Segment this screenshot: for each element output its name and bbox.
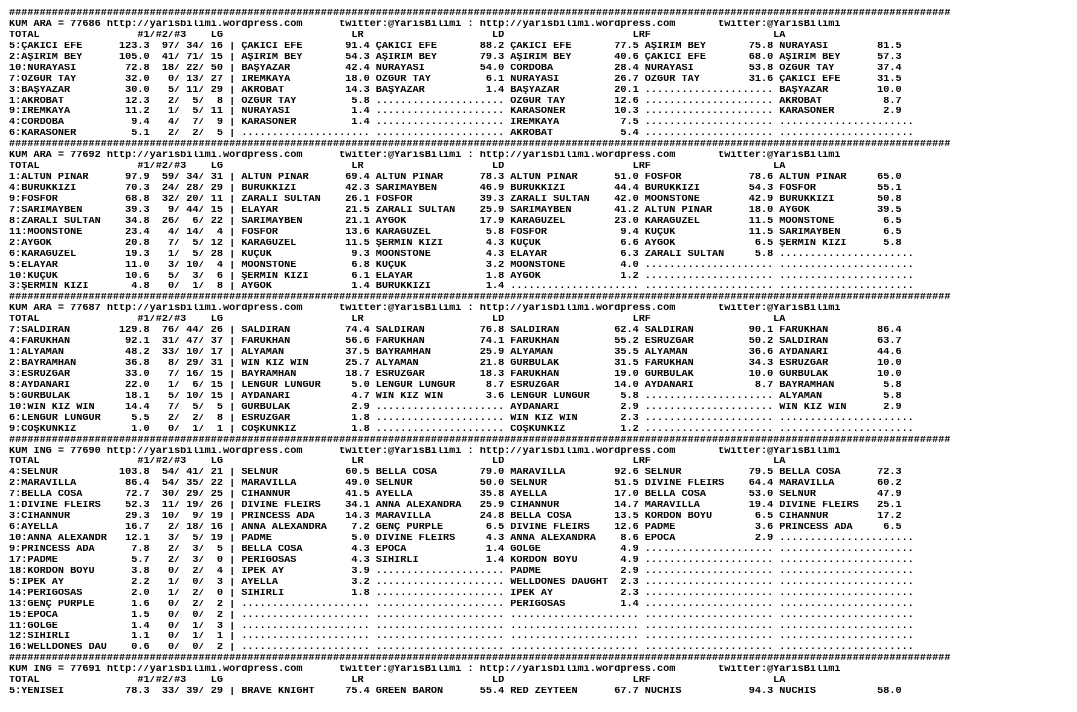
horse-stat-row: 3:CİHANNUR 29.3 10/ 9/ 19 | PRINCESS ADA 14.3 MARAVILLA 24.8 BELLA COSA 13.5 KORDON BOYU 6.5 CİHANNUR 17.2 — [9, 512, 902, 523]
horse-stat-row: 11:MOONSTONE 23.4 4/ 14/ 4 | FOSFOR 13.6 KARAGÜZEL 5.8 FOSFOR 9.4 KÜÇÜK 11.5 SARIMAYBEN 6.5 — [9, 227, 902, 238]
horse-stat-row: 1:ALYAMAN 48.2 33/ 10/ 17 | ALYAMAN 37.5 BAYRAMHAN 25.9 ALYAMAN 35.5 ALYAMAN 36.6 AYDANARI 44.6 — [9, 348, 902, 359]
horse-stat-row: 5:GÜRBULAK 18.1 5/ 10/ 15 | AYDANARI 4.7 WIN KIZ WIN 3.6 LENGÜR LÜNGÜR 5.8 ..................... ALYAMAN 5.8 — [9, 391, 902, 402]
race-header-line: KUM ARA = 77687 http://yarisbilimi.wordpress.com twitter:@YarisBilimi : http://yarisbilimi.wordpress.com twitter:@YarisBilimi — [9, 304, 841, 315]
horse-stat-row: 17:PADME 5.7 2/ 3/ 0 | PERIGOSAS 4.3 SİHİRLİ 1.4 KORDON BOYU 4.9 ..................... ...................... — [9, 555, 914, 566]
column-header-line: TOTAL #1/#2/#3 LG LR LD LRF LA — [9, 676, 786, 687]
horse-stat-row: 7:SARIMAYBEN 39.3 9/ 44/ 15 | ELAYAR 21.5 ZARALI SULTAN 25.9 SARIMAYBEN 41.2 ALTUN PINAR 18.0 AYGÖK 39.5 — [9, 205, 902, 216]
horse-stat-row: 5:ELAYAR 11.0 3/ 10/ 4 | MOONSTONE 6.8 KÜÇÜK 3.2 MOONSTONE 4.0 ..................... ...................... — [9, 260, 914, 271]
column-header-line: TOTAL #1/#2/#3 LG LR LD LRF LA — [9, 315, 786, 326]
horse-stat-row: 15:EPOCA 1.5 0/ 0/ 2 | ..................... ..................... ..................... ..................... ...................... — [9, 610, 914, 621]
horse-stat-row: 12:SİHİRLİ 1.1 0/ 1/ 1 | ..................... ..................... ..................... ..................... ...................... — [9, 632, 914, 643]
horse-stat-row: 4:SELNUR 103.8 54/ 41/ 21 | SELNUR 60.5 BELLA COSA 79.0 MARAVILLA 92.6 SELNUR 79.5 BELLA COSA 72.3 — [9, 468, 902, 479]
race-header-line: KUM ARA = 77686 http://yarisbilimi.wordpress.com twitter:@YarisBilimi : http://yarisbilimi.wordpress.com twitter:@YarisBilimi — [9, 19, 841, 30]
horse-stat-row: 10:WIN KIZ WIN 14.4 7/ 5/ 5 | GÜRBULAK 2.9 ..................... AYDANARI 2.9 ..................... WIN KIZ WIN 2.9 — [9, 402, 902, 413]
horse-stat-row: 13:GENÇ PURPLE 1.6 0/ 2/ 2 | ..................... ..................... PERIGOSAS 1.4 ..................... ...................... — [9, 599, 914, 610]
horse-stat-row: 10:NURAYASI 72.8 18/ 22/ 50 | BAŞYAZAR 42.4 NURAYASI 54.0 CORDOBA 28.4 NURAYASI 53.8 ÖZGÜR TAY 37.4 — [9, 63, 902, 74]
separator-line: ########################################################################################################################################################## — [9, 654, 951, 665]
horse-stat-row: 7:SALDIRAN 129.8 76/ 44/ 26 | SALDIRAN 74.4 SALDIRAN 76.8 SALDIRAN 62.4 SALDIRAN 90.1 FARUKHAN 86.4 — [9, 326, 902, 337]
race-header-line: KUM ING = 77690 http://yarisbilimi.wordpress.com twitter:@YarisBilimi : http://yarisbilimi.wordpress.com twitter:@YarisBilimi — [9, 446, 841, 457]
horse-stat-row: 6:KARAGÜZEL 19.3 1/ 5/ 28 | KÜÇÜK 9.3 MOONSTONE 4.3 ELAYAR 6.3 ZARALI SULTAN 5.8 ...................... — [9, 249, 914, 260]
horse-stat-row: 9:COŞKUNKIZ 1.0 0/ 1/ 1 | COŞKUNKIZ 1.8 ..................... COŞKUNKIZ 1.2 ..................... ...................... — [9, 424, 914, 435]
horse-stat-row: 10:ANNA ALEXANDR 12.1 3/ 5/ 19 | PADME 5.0 DIVINE FLEIRS 4.3 ANNA ALEXANDRA 8.6 EPOCA 2.9 ...................... — [9, 534, 914, 544]
horse-stat-row: 3:ESRÜZGAR 33.0 7/ 16/ 15 | BAYRAMHAN 18.7 ESRÜZGAR 18.3 FARUKHAN 19.0 GÜRBULAK 10.0 GÜRBULAK 10.0 — [9, 369, 902, 380]
separator-line: ########################################################################################################################################################## — [9, 9, 951, 19]
horse-stat-row: 9:İREMKAYA 11.2 1/ 5/ 11 | NURAYASI 1.4 ..................... KARASONER 10.3 ..................... KARASONER 2.9 — [9, 107, 902, 118]
horse-stat-row: 6:LENGÜR LÜNGÜR 5.5 2/ 2/ 8 | ESRÜZGAR 1.8 ..................... WIN KIZ WIN 2.3 ..................... ...................... — [9, 413, 914, 424]
horse-stat-row: 6:KARASONER 5.1 2/ 2/ 5 | ..................... ..................... AKROBAT 5.4 ..................... ...................... — [9, 129, 914, 140]
horse-stat-row: 3:ŞERMİN KIZI 4.8 0/ 1/ 8 | AYGÖK 1.4 BURUKKIZI 1.4 ..................... ..................... ...................... — [9, 282, 914, 293]
horse-stat-row: 9:FOSFOR 68.8 32/ 20/ 11 | ZARALI SULTAN 26.1 FOSFOR 39.3 ZARALI SULTAN 42.0 MOONSTONE 42.9 BURUKKIZI 50.8 — [9, 194, 902, 205]
horse-stat-row: 1:AKROBAT 12.3 2/ 5/ 8 | ÖZGÜR TAY 5.8 ..................... ÖZGÜR TAY 12.6 ..................... AKROBAT 8.7 — [9, 96, 902, 107]
separator-line: ########################################################################################################################################################## — [9, 435, 951, 446]
horse-stat-row: 2:MARAVILLA 86.4 54/ 35/ 22 | MARAVILLA 49.0 SELNUR 50.0 SELNUR 51.5 DIVINE FLEIRS 64.4 MARAVILLA 60.2 — [9, 479, 902, 490]
horse-stat-row: 10:KÜÇÜK 10.6 5/ 3/ 6 | ŞERMİN KIZI 6.1 ELAYAR 1.8 AYGÖK 1.2 ..................... ...................... — [9, 271, 914, 282]
horse-stat-row: 9:PRINCESS ADA 7.8 2/ 3/ 5 | BELLA COSA 4.3 EPOCA 1.4 GÖLGE 4.9 ..................... ...................... — [9, 544, 914, 555]
separator-line: ########################################################################################################################################################## — [9, 293, 951, 304]
horse-stat-row: 1:DIVINE FLEIRS 52.3 11/ 19/ 26 | DIVINE FLEIRS 34.1 ANNA ALEXANDRA 25.9 CİHANNUR 14.7 MARAVILLA 19.4 DIVINE FLEIRS 25.1 — [9, 501, 902, 512]
column-header-line: TOTAL #1/#2/#3 LG LR LD LRF LA — [9, 457, 786, 468]
horse-stat-row: 2:AŞIRIM BEY 105.0 41/ 71/ 15 | AŞIRIM BEY 54.3 AŞIRIM BEY 79.3 AŞIRIM BEY 40.6 ÇAKICI EFE 68.0 AŞIRIM BEY 57.3 — [9, 52, 902, 63]
horse-stat-row: 3:BAŞYAZAR 30.0 5/ 11/ 29 | AKROBAT 14.3 BAŞYAZAR 1.4 BAŞYAZAR 20.1 ..................... BAŞYAZAR 10.0 — [9, 85, 902, 96]
horse-stat-row: 5:ÇAKICI EFE 123.3 97/ 34/ 16 | ÇAKICI EFE 91.4 ÇAKICI EFE 88.2 ÇAKICI EFE 77.5 AŞIRIM BEY 75.8 NURAYASI 81.5 — [9, 41, 902, 52]
horse-stat-row: 8:ZARALI SULTAN 34.8 26/ 6/ 22 | SARIMAYBEN 21.1 AYGÖK 17.9 KARAGÜZEL 23.0 KARAGÜZEL 11.5 MOONSTONE 6.5 — [9, 216, 902, 227]
horse-stat-row: 16:WELLDONES DAU 0.6 0/ 0/ 2 | ..................... ..................... ..................... ..................... ...................... — [9, 643, 914, 654]
horse-stat-row: 4:BURUKKIZI 70.3 24/ 28/ 29 | BURUKKIZI 42.3 SARIMAYBEN 46.9 BURUKKIZI 44.4 BURUKKIZI 54.3 FOSFOR 55.1 — [9, 184, 902, 194]
horse-stat-row: 4:CORDOBA 9.4 4/ 7/ 9 | KARASONER 1.4 ..................... İREMKAYA 7.5 ..................... ...................... — [9, 118, 914, 129]
column-header-line: TOTAL #1/#2/#3 LG LR LD LRF LA — [9, 30, 786, 41]
horse-stat-row: 14:PERIGOSAS 2.0 1/ 2/ 0 | SİHİRLİ 1.8 ..................... İPEK AY 2.3 ..................... ...................... — [9, 588, 914, 599]
horse-stat-row: 5:İPEK AY 2.2 1/ 0/ 3 | AYELLA 3.2 ..................... WELLDONES DAUGHT 2.3 ..................... ...................... — [9, 577, 914, 588]
horse-stat-row: 4:FARUKHAN 92.1 31/ 47/ 37 | FARUKHAN 56.6 FARUKHAN 74.1 FARUKHAN 55.2 ESRÜZGAR 50.2 SALDIRAN 63.7 — [9, 337, 902, 348]
horse-stat-row: 2:AYGÖK 20.8 7/ 5/ 12 | KARAGÜZEL 11.5 ŞERMİN KIZI 4.3 KÜÇÜK 6.6 AYGÖK 6.5 ŞERMİN KIZI 5.8 — [9, 238, 902, 249]
horse-stat-row: 6:AYELLA 16.7 2/ 18/ 16 | ANNA ALEXANDRA 7.2 GENÇ PURPLE 6.5 DIVINE FLEIRS 12.6 PADME 3.6 PRINCESS ADA 6.5 — [9, 523, 902, 534]
race-stats-document — [9, 9, 1073, 698]
horse-stat-row: 18:KORDON BOYU 3.8 0/ 2/ 4 | İPEK AY 3.9 ..................... PADME 2.9 ..................... ...................... — [9, 566, 914, 577]
race-header-line: KUM ING = 77691 http://yarisbilimi.wordpress.com twitter:@YarisBilimi : http://yarisbilimi.wordpress.com twitter:@YarisBilimi — [9, 665, 841, 676]
horse-stat-row: 11:GÖLGE 1.4 0/ 1/ 3 | ..................... ..................... ..................... ..................... ...................... — [9, 621, 914, 632]
horse-stat-row: 5:YENİSEİ 78.3 33/ 39/ 29 | BRAVE KNIGHT 75.4 GREEN BARON 55.4 RED ZEYTEEN 67.7 NUCHIS 94.3 NUCHIS 58.0 — [9, 687, 902, 698]
separator-line: ########################################################################################################################################################## — [9, 140, 951, 151]
horse-stat-row: 1:ALTUN PINAR 97.9 59/ 34/ 31 | ALTUN PINAR 69.4 ALTUN PINAR 78.3 ALTUN PINAR 51.0 FOSFOR 78.6 ALTUN PINAR 65.0 — [9, 173, 902, 184]
column-header-line: TOTAL #1/#2/#3 LG LR LD LRF LA — [9, 162, 786, 173]
horse-stat-row: 7:ÖZGÜR TAY 32.0 0/ 13/ 27 | İREMKAYA 18.0 ÖZGÜR TAY 6.1 NURAYASI 26.7 ÖZGÜR TAY 31.6 ÇAKICI EFE 31.5 — [9, 74, 902, 85]
race-header-line: KUM ARA = 77692 http://yarisbilimi.wordpress.com twitter:@YarisBilimi : http://yarisbilimi.wordpress.com twitter:@YarisBilimi — [9, 151, 841, 162]
horse-stat-row: 7:BELLA COSA 72.7 30/ 29/ 25 | CİHANNUR 41.5 AYELLA 35.8 AYELLA 17.0 BELLA COSA 53.0 SELNUR 47.9 — [9, 490, 902, 501]
horse-stat-row: 2:BAYRAMHAN 36.8 8/ 29/ 31 | WIN KIZ WIN 25.7 ALYAMAN 21.8 GÜRBULAK 31.5 FARUKHAN 34.3 ESRÜZGAR 10.0 — [9, 359, 902, 369]
horse-stat-row: 8:AYDANARI 22.0 1/ 6/ 15 | LENGÜR LÜNGÜR 5.0 LENGÜR LÜNGÜR 8.7 ESRÜZGAR 14.0 AYDANARI 8.7 BAYRAMHAN 5.8 — [9, 380, 902, 391]
